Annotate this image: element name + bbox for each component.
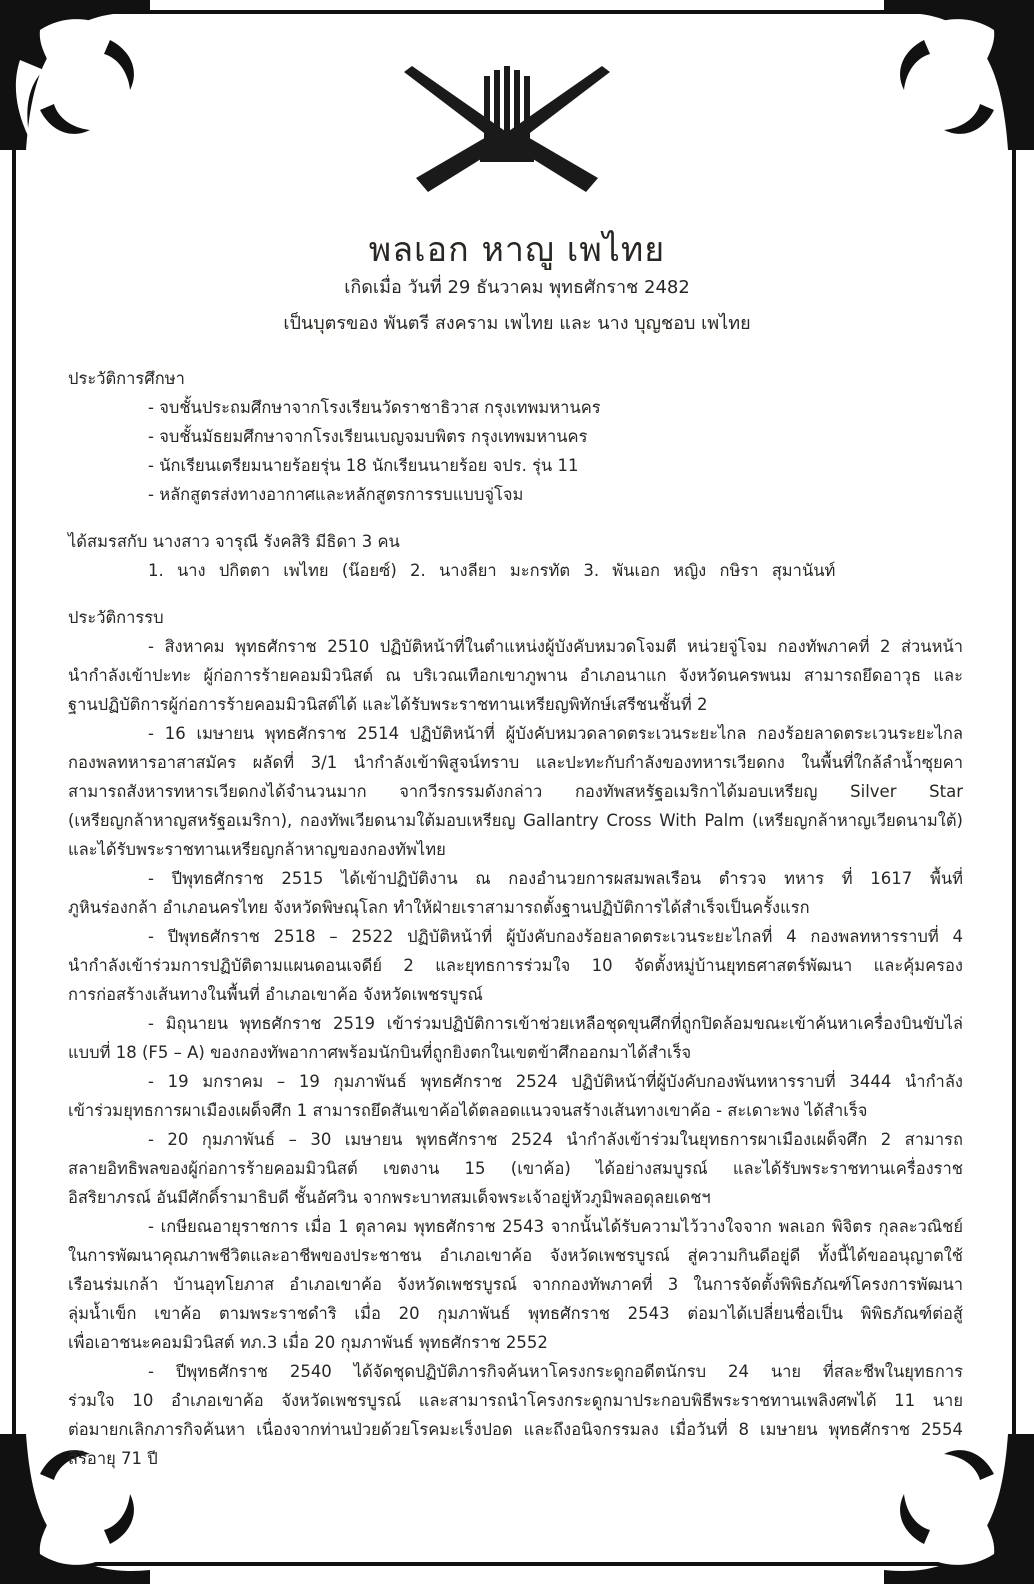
combat-paragraph (68, 1067, 963, 1125)
paragraph-line: เข้าร่วมยุทธการผาเมืองเผด็จศึก 1 สามารถยึดสันเขาค้อได้ตลอดแนวจนสร้างเส้นทางเขาค้อ - สะเดาะพง ได้สำเร็จ (68, 1101, 868, 1120)
paragraph-line: ต่อมายกเลิกภารกิจค้นหา เนื่องจากท่านป่วยด้วยโรคมะเร็งปอด และถึงอนิจกรรมลง เมื่อวันที่ 8 เมษายน พุทธศักราช 2554 (68, 1420, 963, 1439)
paragraph-line: นำกำลังเข้าปะทะ ผู้ก่อการร้ายคอมมิวนิสต์ ณ บริเวณเทือกเขาภูพาน อำเภอนาแก จังหวัดนครพนม สามารถยึดอาวุธ และ (68, 666, 963, 685)
paragraph-line: ลุ่มน้ำเข็ก เขาค้อ ตามพระราชดำริ เมื่อ 20 กุมภาพันธ์ พุทธศักราช 2543 ต่อมาได้เปลี่ยนชื่อเป็น พิพิธภัณฑ์ต่อสู้ (68, 1304, 963, 1323)
combat-paragraph (68, 864, 963, 922)
combat-paragraph (68, 632, 963, 719)
crossed-rifles-emblem-icon (398, 62, 616, 192)
combat-paragraph (68, 1009, 963, 1067)
paragraph-line: - ปีพุทธศักราช 2518 – 2522 ปฏิบัติหน้าที่ ผู้บังคับกองร้อยลาดตระเวนระยะไกลที่ 4 กองพลทหารราบที่ 4 (148, 927, 963, 946)
paragraph-line: เพื่อเอาชนะคอมมิวนิสต์ ทภ.3 เมื่อ 20 กุมภาพันธ์ พุทธศักราช 2552 (68, 1333, 548, 1352)
birth-date: เกิดเมื่อ วันที่ 29 ธันวาคม พุทธศักราช 2482 (344, 277, 690, 298)
paragraph-line: สามารถสังหารทหารเวียดกงได้จำนวนมาก จากวีรกรรมดังกล่าว กองทัพสหรัฐอเมริกาได้มอบเหรียญ Silver Star (68, 782, 963, 801)
parents: เป็นบุตรของ พันตรี สงคราม เพไทย และ นาง บุญชอบ เพไทย (283, 313, 751, 334)
biography-content (68, 364, 963, 1473)
paragraph-line: และได้รับพระราชทานเหรียญกล้าหาญของกองทัพไทย (68, 840, 446, 859)
paragraph-line: - สิงหาคม พุทธศักราช 2510 ปฏิบัติหน้าที่ในตำแหน่งผู้บังคับหมวดโจมตี หน่วยจู่โจม กองทัพภาคที่ 2 ส่วนหน้า (148, 637, 963, 656)
combat-paragraph (68, 719, 963, 864)
education-item: - จบชั้นประถมศึกษาจากโรงเรียนวัดราชาธิวาส กรุงเทพมหานคร (148, 398, 601, 417)
family-heading: ได้สมรสกับ นางสาว จารุณี รังคสิริ มีธิดา 3 คน (68, 532, 400, 551)
paragraph-line: ในการพัฒนาคุณภาพชีวิตและอาชีพของประชาชน อำเภอเขาค้อ จังหวัดเพชรบูรณ์ สู่ความกินดีอยู่ดี ทั้งนี้ได้ขออนุญาตใช้ (68, 1246, 963, 1265)
paragraph-line: สิริอายุ 71 ปี (68, 1449, 158, 1468)
education-heading: ประวัติการศึกษา (68, 369, 185, 388)
education-item: - จบชั้นมัธยมศึกษาจากโรงเรียนเบญจมบพิตร กรุงเทพมหานคร (148, 427, 588, 446)
combat-paragraph (68, 922, 963, 1009)
paragraph-line: - มิถุนายน พุทธศักราช 2519 เข้าร่วมปฏิบัติการเข้าช่วยเหลือชุดขุนศึกที่ถูกปิดล้อมขณะเข้าค้นหาเครื่องบินขับไล่ (148, 1014, 963, 1033)
combat-history (68, 632, 963, 1473)
paragraph-line: เรือนร่มเกล้า บ้านอุทโยภาส อำเภอเขาค้อ จังหวัดเพชรบูรณ์ จากกองทัพภาคที่ 3 ในการจัดตั้งพิพิธภัณฑ์โครงการพัฒนา (68, 1275, 963, 1294)
paragraph-line: - ปีพุทธศักราช 2515 ได้เข้าปฏิบัติงาน ณ กองอำนวยการผสมพลเรือน ตำรวจ ทหาร ที่ 1617 พื้นที่ (148, 869, 963, 888)
corner-ornament-icon (884, 0, 1034, 150)
education-item: - หลักสูตรส่งทางอากาศและหลักสูตรการรบแบบจู่โจม (148, 485, 524, 504)
paragraph-line: ร่วมใจ 10 อำเภอเขาค้อ จังหวัดเพชรบูรณ์ และสามารถนำโครงกระดูกมาประกอบพิธีพระราชทานเพลิงศพได้ 11 นาย (68, 1391, 963, 1410)
paragraph-line: กองพลทหารอาสาสมัคร ผลัดที่ 3/1 นำกำลังเข้าพิสูจน์ทราบ และปะทะกับกำลังของทหารเวียดกง ในพื้นที่ใกล้ลำน้ำซุยคา (68, 753, 963, 772)
paragraph-line: - ปีพุทธศักราช 2540 ได้จัดชุดปฏิบัติภารกิจค้นหาโครงกระดูกอดีตนักรบ 24 นาย ที่สละชีพในยุทธการ (148, 1362, 963, 1381)
paragraph-line: อิสริยาภรณ์ อันมีศักดิ์รามาธิบดี ชั้นอัศวิน จากพระบาทสมเด็จพระเจ้าอยู่หัวภูมิพลอดุลยเดชฯ (68, 1188, 711, 1207)
paragraph-line: - 20 กุมภาพันธ์ – 30 เมษายน พุทธศักราช 2524 นำกำลังเข้าร่วมในยุทธการผาเมืองเผด็จศึก 2 สามารถ (148, 1130, 963, 1149)
paragraph-line: - 16 เมษายน พุทธศักราช 2514 ปฏิบัติหน้าที่ ผู้บังคับหมวดลาดตระเวนระยะไกล กองร้อยลาดตระเวนระยะไกล (148, 724, 963, 743)
paragraph-line: (เหรียญกล้าหาญสหรัฐอเมริกา), กองทัพเวียดนามใต้มอบเหรียญ Gallantry Cross With Palm (เหรียญกล้าหาญเวียดนามใต้) (68, 811, 963, 830)
paragraph-line: - เกษียณอายุราชการ เมื่อ 1 ตุลาคม พุทธศักราช 2543 จากนั้นได้รับความไว้วางใจจาก พลเอก พิจิตร กุลละวณิชย์ (148, 1217, 963, 1236)
combat-paragraph (68, 1125, 963, 1212)
combat-heading: ประวัติการรบ (68, 608, 164, 627)
corner-ornament-icon (0, 0, 150, 150)
paragraph-line: แบบที่ 18 (F5 – A) ของกองทัพอากาศพร้อมนักบินที่ถูกยิงตกในเขตข้าศึกออกมาได้สำเร็จ (68, 1043, 692, 1062)
person-name-title: พลเอก หาญู เพไทย (368, 230, 666, 270)
combat-paragraph (68, 1212, 963, 1357)
paragraph-line: ภูหินร่องกล้า อำเภอนครไทย จังหวัดพิษณุโลก ทำให้ฝ่ายเราสามารถตั้งฐานปฏิบัติการได้สำเร็จเป็นครั้งแรก (68, 898, 810, 917)
combat-paragraph (68, 1357, 963, 1473)
paragraph-line: สลายอิทธิพลของผู้ก่อการร้ายคอมมิวนิสต์ เขตงาน 15 (เขาค้อ) ได้อย่างสมบูรณ์ และได้รับพระราชทานเครื่องราช (68, 1159, 963, 1178)
paragraph-line: ฐานปฏิบัติการผู้ก่อการร้ายคอมมิวนิสต์ได้ และได้รับพระราชทานเหรียญพิทักษ์เสรีชนชั้นที่ 2 (68, 695, 708, 714)
education-item: - นักเรียนเตรียมนายร้อยรุ่น 18 นักเรียนนายร้อย จปร. รุ่น 11 (148, 456, 579, 475)
children-list: 1. นาง ปกิตตา เพไทย (น๊อยซ์) 2. นางลียา มะกรทัต 3. พันเอก หญิง กษิรา สุมานันท์ (148, 561, 836, 580)
paragraph-line: นำกำลังเข้าร่วมการปฏิบัติตามแผนดอนเจดีย์ 2 และยุทธการร่วมใจ 10 จัดตั้งหมู่บ้านยุทธศาสตร์พัฒนา และคุ้มครอง (68, 956, 963, 975)
paragraph-line: - 19 มกราคม – 19 กุมภาพันธ์ พุทธศักราช 2524 ปฏิบัติหน้าที่ผู้บังคับกองพันทหารราบที่ 3444 นำกำลัง (148, 1072, 963, 1091)
paragraph-line: การก่อสร้างเส้นทางในพื้นที่ อำเภอเขาค้อ จังหวัดเพชรบูรณ์ (68, 985, 483, 1004)
